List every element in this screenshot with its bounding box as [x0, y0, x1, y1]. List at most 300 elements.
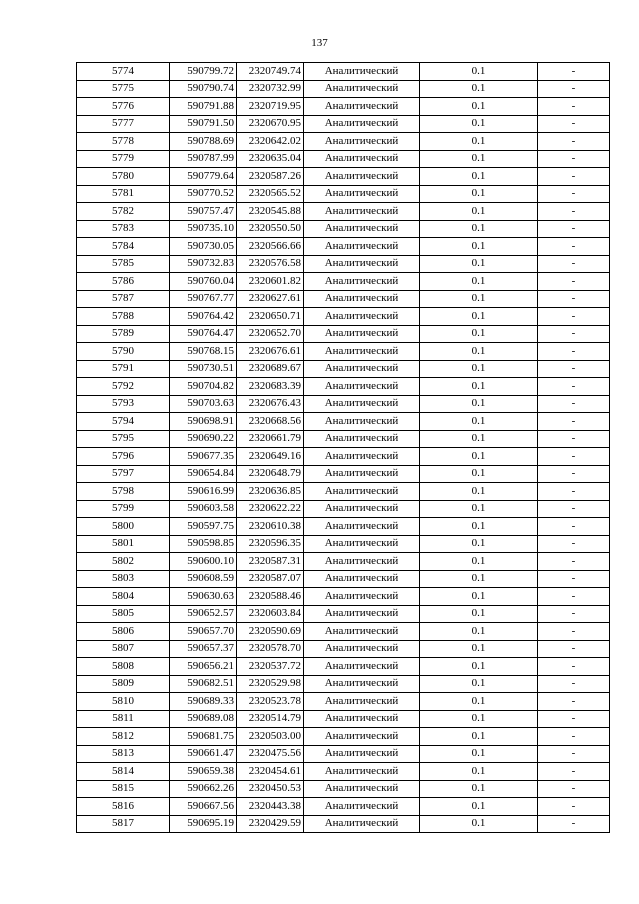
- note-cell: -: [538, 80, 610, 98]
- accuracy-cell: 0.1: [420, 238, 538, 256]
- y-coordinate-cell: 2320450.53: [237, 780, 304, 798]
- accuracy-cell: 0.1: [420, 343, 538, 361]
- method-cell: Аналитический: [304, 220, 420, 238]
- y-coordinate-cell: 2320650.71: [237, 308, 304, 326]
- method-cell: Аналитический: [304, 780, 420, 798]
- x-coordinate-cell: 590770.52: [170, 185, 237, 203]
- x-coordinate-cell: 590689.33: [170, 693, 237, 711]
- accuracy-cell: 0.1: [420, 693, 538, 711]
- point-number-cell: 5787: [77, 290, 170, 308]
- note-cell: -: [538, 98, 610, 116]
- y-coordinate-cell: 2320649.16: [237, 448, 304, 466]
- table-row: [77, 518, 610, 536]
- method-cell: Аналитический: [304, 255, 420, 273]
- accuracy-cell: 0.1: [420, 623, 538, 641]
- method-cell: Аналитический: [304, 378, 420, 396]
- table-row: [77, 483, 610, 501]
- method-cell: Аналитический: [304, 605, 420, 623]
- table-body: [77, 63, 610, 833]
- table-row: [77, 168, 610, 186]
- note-cell: -: [538, 150, 610, 168]
- method-cell: Аналитический: [304, 518, 420, 536]
- x-coordinate-cell: 590768.15: [170, 343, 237, 361]
- point-number-cell: 5814: [77, 763, 170, 781]
- method-cell: Аналитический: [304, 798, 420, 816]
- method-cell: Аналитический: [304, 133, 420, 151]
- x-coordinate-cell: 590788.69: [170, 133, 237, 151]
- y-coordinate-cell: 2320689.67: [237, 360, 304, 378]
- note-cell: -: [538, 640, 610, 658]
- table-row: [77, 115, 610, 133]
- y-coordinate-cell: 2320576.58: [237, 255, 304, 273]
- note-cell: -: [538, 168, 610, 186]
- note-cell: -: [538, 623, 610, 641]
- point-number-cell: 5803: [77, 570, 170, 588]
- point-number-cell: 5811: [77, 710, 170, 728]
- y-coordinate-cell: 2320550.50: [237, 220, 304, 238]
- point-number-cell: 5781: [77, 185, 170, 203]
- x-coordinate-cell: 590600.10: [170, 553, 237, 571]
- note-cell: -: [538, 710, 610, 728]
- point-number-cell: 5805: [77, 605, 170, 623]
- accuracy-cell: 0.1: [420, 63, 538, 81]
- y-coordinate-cell: 2320635.04: [237, 150, 304, 168]
- y-coordinate-cell: 2320545.88: [237, 203, 304, 221]
- y-coordinate-cell: 2320578.70: [237, 640, 304, 658]
- note-cell: -: [538, 780, 610, 798]
- note-cell: -: [538, 798, 610, 816]
- accuracy-cell: 0.1: [420, 658, 538, 676]
- table-row: [77, 343, 610, 361]
- x-coordinate-cell: 590767.77: [170, 290, 237, 308]
- point-number-cell: 5809: [77, 675, 170, 693]
- accuracy-cell: 0.1: [420, 448, 538, 466]
- x-coordinate-cell: 590791.50: [170, 115, 237, 133]
- x-coordinate-cell: 590598.85: [170, 535, 237, 553]
- method-cell: Аналитический: [304, 360, 420, 378]
- accuracy-cell: 0.1: [420, 553, 538, 571]
- x-coordinate-cell: 590735.10: [170, 220, 237, 238]
- note-cell: -: [538, 745, 610, 763]
- accuracy-cell: 0.1: [420, 290, 538, 308]
- point-number-cell: 5785: [77, 255, 170, 273]
- accuracy-cell: 0.1: [420, 535, 538, 553]
- y-coordinate-cell: 2320610.38: [237, 518, 304, 536]
- note-cell: -: [538, 325, 610, 343]
- y-coordinate-cell: 2320590.69: [237, 623, 304, 641]
- point-number-cell: 5794: [77, 413, 170, 431]
- point-number-cell: 5784: [77, 238, 170, 256]
- accuracy-cell: 0.1: [420, 308, 538, 326]
- table-row: [77, 553, 610, 571]
- table-row: [77, 658, 610, 676]
- x-coordinate-cell: 590657.37: [170, 640, 237, 658]
- accuracy-cell: 0.1: [420, 745, 538, 763]
- method-cell: Аналитический: [304, 728, 420, 746]
- point-number-cell: 5795: [77, 430, 170, 448]
- method-cell: Аналитический: [304, 535, 420, 553]
- y-coordinate-cell: 2320429.59: [237, 815, 304, 833]
- accuracy-cell: 0.1: [420, 273, 538, 291]
- point-number-cell: 5808: [77, 658, 170, 676]
- method-cell: Аналитический: [304, 448, 420, 466]
- y-coordinate-cell: 2320565.52: [237, 185, 304, 203]
- accuracy-cell: 0.1: [420, 588, 538, 606]
- table-row: [77, 430, 610, 448]
- method-cell: Аналитический: [304, 80, 420, 98]
- x-coordinate-cell: 590597.75: [170, 518, 237, 536]
- x-coordinate-cell: 590730.05: [170, 238, 237, 256]
- table-row: [77, 623, 610, 641]
- method-cell: Аналитический: [304, 465, 420, 483]
- x-coordinate-cell: 590681.75: [170, 728, 237, 746]
- note-cell: -: [538, 693, 610, 711]
- y-coordinate-cell: 2320529.98: [237, 675, 304, 693]
- table-row: [77, 185, 610, 203]
- accuracy-cell: 0.1: [420, 483, 538, 501]
- x-coordinate-cell: 590662.26: [170, 780, 237, 798]
- table-row: [77, 290, 610, 308]
- y-coordinate-cell: 2320661.79: [237, 430, 304, 448]
- accuracy-cell: 0.1: [420, 115, 538, 133]
- x-coordinate-cell: 590661.47: [170, 745, 237, 763]
- y-coordinate-cell: 2320636.85: [237, 483, 304, 501]
- table-row: [77, 605, 610, 623]
- method-cell: Аналитический: [304, 413, 420, 431]
- x-coordinate-cell: 590695.19: [170, 815, 237, 833]
- y-coordinate-cell: 2320749.74: [237, 63, 304, 81]
- table-row: [77, 798, 610, 816]
- note-cell: -: [538, 658, 610, 676]
- point-number-cell: 5796: [77, 448, 170, 466]
- x-coordinate-cell: 590787.99: [170, 150, 237, 168]
- table-row: [77, 500, 610, 518]
- method-cell: Аналитический: [304, 325, 420, 343]
- x-coordinate-cell: 590730.51: [170, 360, 237, 378]
- method-cell: Аналитический: [304, 658, 420, 676]
- x-coordinate-cell: 590603.58: [170, 500, 237, 518]
- accuracy-cell: 0.1: [420, 798, 538, 816]
- y-coordinate-cell: 2320601.82: [237, 273, 304, 291]
- method-cell: Аналитический: [304, 273, 420, 291]
- note-cell: -: [538, 518, 610, 536]
- note-cell: -: [538, 360, 610, 378]
- y-coordinate-cell: 2320627.61: [237, 290, 304, 308]
- table-row: [77, 780, 610, 798]
- table-row: [77, 675, 610, 693]
- accuracy-cell: 0.1: [420, 518, 538, 536]
- note-cell: -: [538, 728, 610, 746]
- x-coordinate-cell: 590659.38: [170, 763, 237, 781]
- point-number-cell: 5800: [77, 518, 170, 536]
- point-number-cell: 5817: [77, 815, 170, 833]
- point-number-cell: 5816: [77, 798, 170, 816]
- accuracy-cell: 0.1: [420, 570, 538, 588]
- x-coordinate-cell: 590616.99: [170, 483, 237, 501]
- note-cell: -: [538, 570, 610, 588]
- y-coordinate-cell: 2320648.79: [237, 465, 304, 483]
- page-number: 137: [311, 37, 328, 49]
- x-coordinate-cell: 590690.22: [170, 430, 237, 448]
- accuracy-cell: 0.1: [420, 98, 538, 116]
- y-coordinate-cell: 2320668.56: [237, 413, 304, 431]
- point-number-cell: 5797: [77, 465, 170, 483]
- point-number-cell: 5806: [77, 623, 170, 641]
- table-row: [77, 745, 610, 763]
- y-coordinate-cell: 2320683.39: [237, 378, 304, 396]
- x-coordinate-cell: 590764.42: [170, 308, 237, 326]
- y-coordinate-cell: 2320503.00: [237, 728, 304, 746]
- note-cell: -: [538, 763, 610, 781]
- method-cell: Аналитический: [304, 500, 420, 518]
- point-number-cell: 5807: [77, 640, 170, 658]
- y-coordinate-cell: 2320622.22: [237, 500, 304, 518]
- y-coordinate-cell: 2320603.84: [237, 605, 304, 623]
- y-coordinate-cell: 2320642.02: [237, 133, 304, 151]
- point-number-cell: 5789: [77, 325, 170, 343]
- x-coordinate-cell: 590677.35: [170, 448, 237, 466]
- table-row: [77, 98, 610, 116]
- table-row: [77, 710, 610, 728]
- accuracy-cell: 0.1: [420, 780, 538, 798]
- x-coordinate-cell: 590790.74: [170, 80, 237, 98]
- accuracy-cell: 0.1: [420, 430, 538, 448]
- y-coordinate-cell: 2320587.26: [237, 168, 304, 186]
- point-number-cell: 5786: [77, 273, 170, 291]
- table-row: [77, 570, 610, 588]
- x-coordinate-cell: 590799.72: [170, 63, 237, 81]
- method-cell: Аналитический: [304, 570, 420, 588]
- x-coordinate-cell: 590657.70: [170, 623, 237, 641]
- accuracy-cell: 0.1: [420, 150, 538, 168]
- note-cell: -: [538, 413, 610, 431]
- note-cell: -: [538, 483, 610, 501]
- point-number-cell: 5775: [77, 80, 170, 98]
- table-row: [77, 325, 610, 343]
- point-number-cell: 5798: [77, 483, 170, 501]
- accuracy-cell: 0.1: [420, 80, 538, 98]
- note-cell: -: [538, 448, 610, 466]
- table-row: [77, 203, 610, 221]
- table-row: [77, 378, 610, 396]
- method-cell: Аналитический: [304, 693, 420, 711]
- point-number-cell: 5788: [77, 308, 170, 326]
- table-row: [77, 815, 610, 833]
- method-cell: Аналитический: [304, 395, 420, 413]
- table-row: [77, 728, 610, 746]
- table-row: [77, 395, 610, 413]
- point-number-cell: 5812: [77, 728, 170, 746]
- point-number-cell: 5778: [77, 133, 170, 151]
- y-coordinate-cell: 2320587.07: [237, 570, 304, 588]
- point-number-cell: 5779: [77, 150, 170, 168]
- table-row: [77, 640, 610, 658]
- method-cell: Аналитический: [304, 98, 420, 116]
- x-coordinate-cell: 590652.57: [170, 605, 237, 623]
- x-coordinate-cell: 590689.08: [170, 710, 237, 728]
- coordinates-table: [76, 62, 610, 833]
- y-coordinate-cell: 2320676.61: [237, 343, 304, 361]
- table-row: [77, 535, 610, 553]
- accuracy-cell: 0.1: [420, 168, 538, 186]
- note-cell: -: [538, 378, 610, 396]
- accuracy-cell: 0.1: [420, 220, 538, 238]
- y-coordinate-cell: 2320652.70: [237, 325, 304, 343]
- note-cell: -: [538, 500, 610, 518]
- y-coordinate-cell: 2320676.43: [237, 395, 304, 413]
- table-row: [77, 80, 610, 98]
- accuracy-cell: 0.1: [420, 815, 538, 833]
- table-row: [77, 448, 610, 466]
- accuracy-cell: 0.1: [420, 378, 538, 396]
- x-coordinate-cell: 590704.82: [170, 378, 237, 396]
- accuracy-cell: 0.1: [420, 465, 538, 483]
- table-row: [77, 308, 610, 326]
- note-cell: -: [538, 273, 610, 291]
- note-cell: -: [538, 133, 610, 151]
- accuracy-cell: 0.1: [420, 675, 538, 693]
- point-number-cell: 5791: [77, 360, 170, 378]
- note-cell: -: [538, 203, 610, 221]
- method-cell: Аналитический: [304, 640, 420, 658]
- point-number-cell: 5799: [77, 500, 170, 518]
- x-coordinate-cell: 590764.47: [170, 325, 237, 343]
- table-row: [77, 273, 610, 291]
- y-coordinate-cell: 2320443.38: [237, 798, 304, 816]
- method-cell: Аналитический: [304, 763, 420, 781]
- accuracy-cell: 0.1: [420, 500, 538, 518]
- method-cell: Аналитический: [304, 290, 420, 308]
- table-row: [77, 255, 610, 273]
- note-cell: -: [538, 63, 610, 81]
- table-row: [77, 220, 610, 238]
- accuracy-cell: 0.1: [420, 325, 538, 343]
- method-cell: Аналитический: [304, 168, 420, 186]
- point-number-cell: 5783: [77, 220, 170, 238]
- point-number-cell: 5790: [77, 343, 170, 361]
- method-cell: Аналитический: [304, 203, 420, 221]
- method-cell: Аналитический: [304, 745, 420, 763]
- table-row: [77, 360, 610, 378]
- table-row: [77, 238, 610, 256]
- point-number-cell: 5774: [77, 63, 170, 81]
- x-coordinate-cell: 590667.56: [170, 798, 237, 816]
- point-number-cell: 5801: [77, 535, 170, 553]
- point-number-cell: 5782: [77, 203, 170, 221]
- y-coordinate-cell: 2320454.61: [237, 763, 304, 781]
- x-coordinate-cell: 590779.64: [170, 168, 237, 186]
- accuracy-cell: 0.1: [420, 395, 538, 413]
- y-coordinate-cell: 2320596.35: [237, 535, 304, 553]
- method-cell: Аналитический: [304, 185, 420, 203]
- point-number-cell: 5793: [77, 395, 170, 413]
- method-cell: Аналитический: [304, 238, 420, 256]
- y-coordinate-cell: 2320732.99: [237, 80, 304, 98]
- note-cell: -: [538, 675, 610, 693]
- note-cell: -: [538, 220, 610, 238]
- x-coordinate-cell: 590757.47: [170, 203, 237, 221]
- method-cell: Аналитический: [304, 675, 420, 693]
- y-coordinate-cell: 2320566.66: [237, 238, 304, 256]
- accuracy-cell: 0.1: [420, 763, 538, 781]
- method-cell: Аналитический: [304, 430, 420, 448]
- point-number-cell: 5780: [77, 168, 170, 186]
- table-row: [77, 588, 610, 606]
- y-coordinate-cell: 2320514.79: [237, 710, 304, 728]
- note-cell: -: [538, 255, 610, 273]
- point-number-cell: 5776: [77, 98, 170, 116]
- note-cell: -: [538, 465, 610, 483]
- y-coordinate-cell: 2320719.95: [237, 98, 304, 116]
- y-coordinate-cell: 2320523.78: [237, 693, 304, 711]
- y-coordinate-cell: 2320588.46: [237, 588, 304, 606]
- point-number-cell: 5813: [77, 745, 170, 763]
- table-row: [77, 133, 610, 151]
- table-row: [77, 465, 610, 483]
- y-coordinate-cell: 2320537.72: [237, 658, 304, 676]
- table-row: [77, 693, 610, 711]
- point-number-cell: 5802: [77, 553, 170, 571]
- x-coordinate-cell: 590656.21: [170, 658, 237, 676]
- x-coordinate-cell: 590654.84: [170, 465, 237, 483]
- method-cell: Аналитический: [304, 150, 420, 168]
- table-row: [77, 63, 610, 81]
- note-cell: -: [538, 430, 610, 448]
- table-row: [77, 763, 610, 781]
- point-number-cell: 5804: [77, 588, 170, 606]
- accuracy-cell: 0.1: [420, 203, 538, 221]
- accuracy-cell: 0.1: [420, 710, 538, 728]
- accuracy-cell: 0.1: [420, 185, 538, 203]
- method-cell: Аналитический: [304, 115, 420, 133]
- accuracy-cell: 0.1: [420, 605, 538, 623]
- accuracy-cell: 0.1: [420, 255, 538, 273]
- note-cell: -: [538, 588, 610, 606]
- accuracy-cell: 0.1: [420, 640, 538, 658]
- accuracy-cell: 0.1: [420, 413, 538, 431]
- note-cell: -: [538, 343, 610, 361]
- accuracy-cell: 0.1: [420, 360, 538, 378]
- accuracy-cell: 0.1: [420, 133, 538, 151]
- method-cell: Аналитический: [304, 483, 420, 501]
- method-cell: Аналитический: [304, 343, 420, 361]
- note-cell: -: [538, 815, 610, 833]
- method-cell: Аналитический: [304, 588, 420, 606]
- point-number-cell: 5815: [77, 780, 170, 798]
- note-cell: -: [538, 308, 610, 326]
- method-cell: Аналитический: [304, 553, 420, 571]
- note-cell: -: [538, 238, 610, 256]
- method-cell: Аналитический: [304, 815, 420, 833]
- note-cell: -: [538, 185, 610, 203]
- x-coordinate-cell: 590703.63: [170, 395, 237, 413]
- table-row: [77, 150, 610, 168]
- accuracy-cell: 0.1: [420, 728, 538, 746]
- method-cell: Аналитический: [304, 308, 420, 326]
- note-cell: -: [538, 395, 610, 413]
- y-coordinate-cell: 2320670.95: [237, 115, 304, 133]
- note-cell: -: [538, 553, 610, 571]
- x-coordinate-cell: 590791.88: [170, 98, 237, 116]
- y-coordinate-cell: 2320475.56: [237, 745, 304, 763]
- point-number-cell: 5792: [77, 378, 170, 396]
- x-coordinate-cell: 590760.04: [170, 273, 237, 291]
- note-cell: -: [538, 290, 610, 308]
- note-cell: -: [538, 605, 610, 623]
- point-number-cell: 5810: [77, 693, 170, 711]
- y-coordinate-cell: 2320587.31: [237, 553, 304, 571]
- point-number-cell: 5777: [77, 115, 170, 133]
